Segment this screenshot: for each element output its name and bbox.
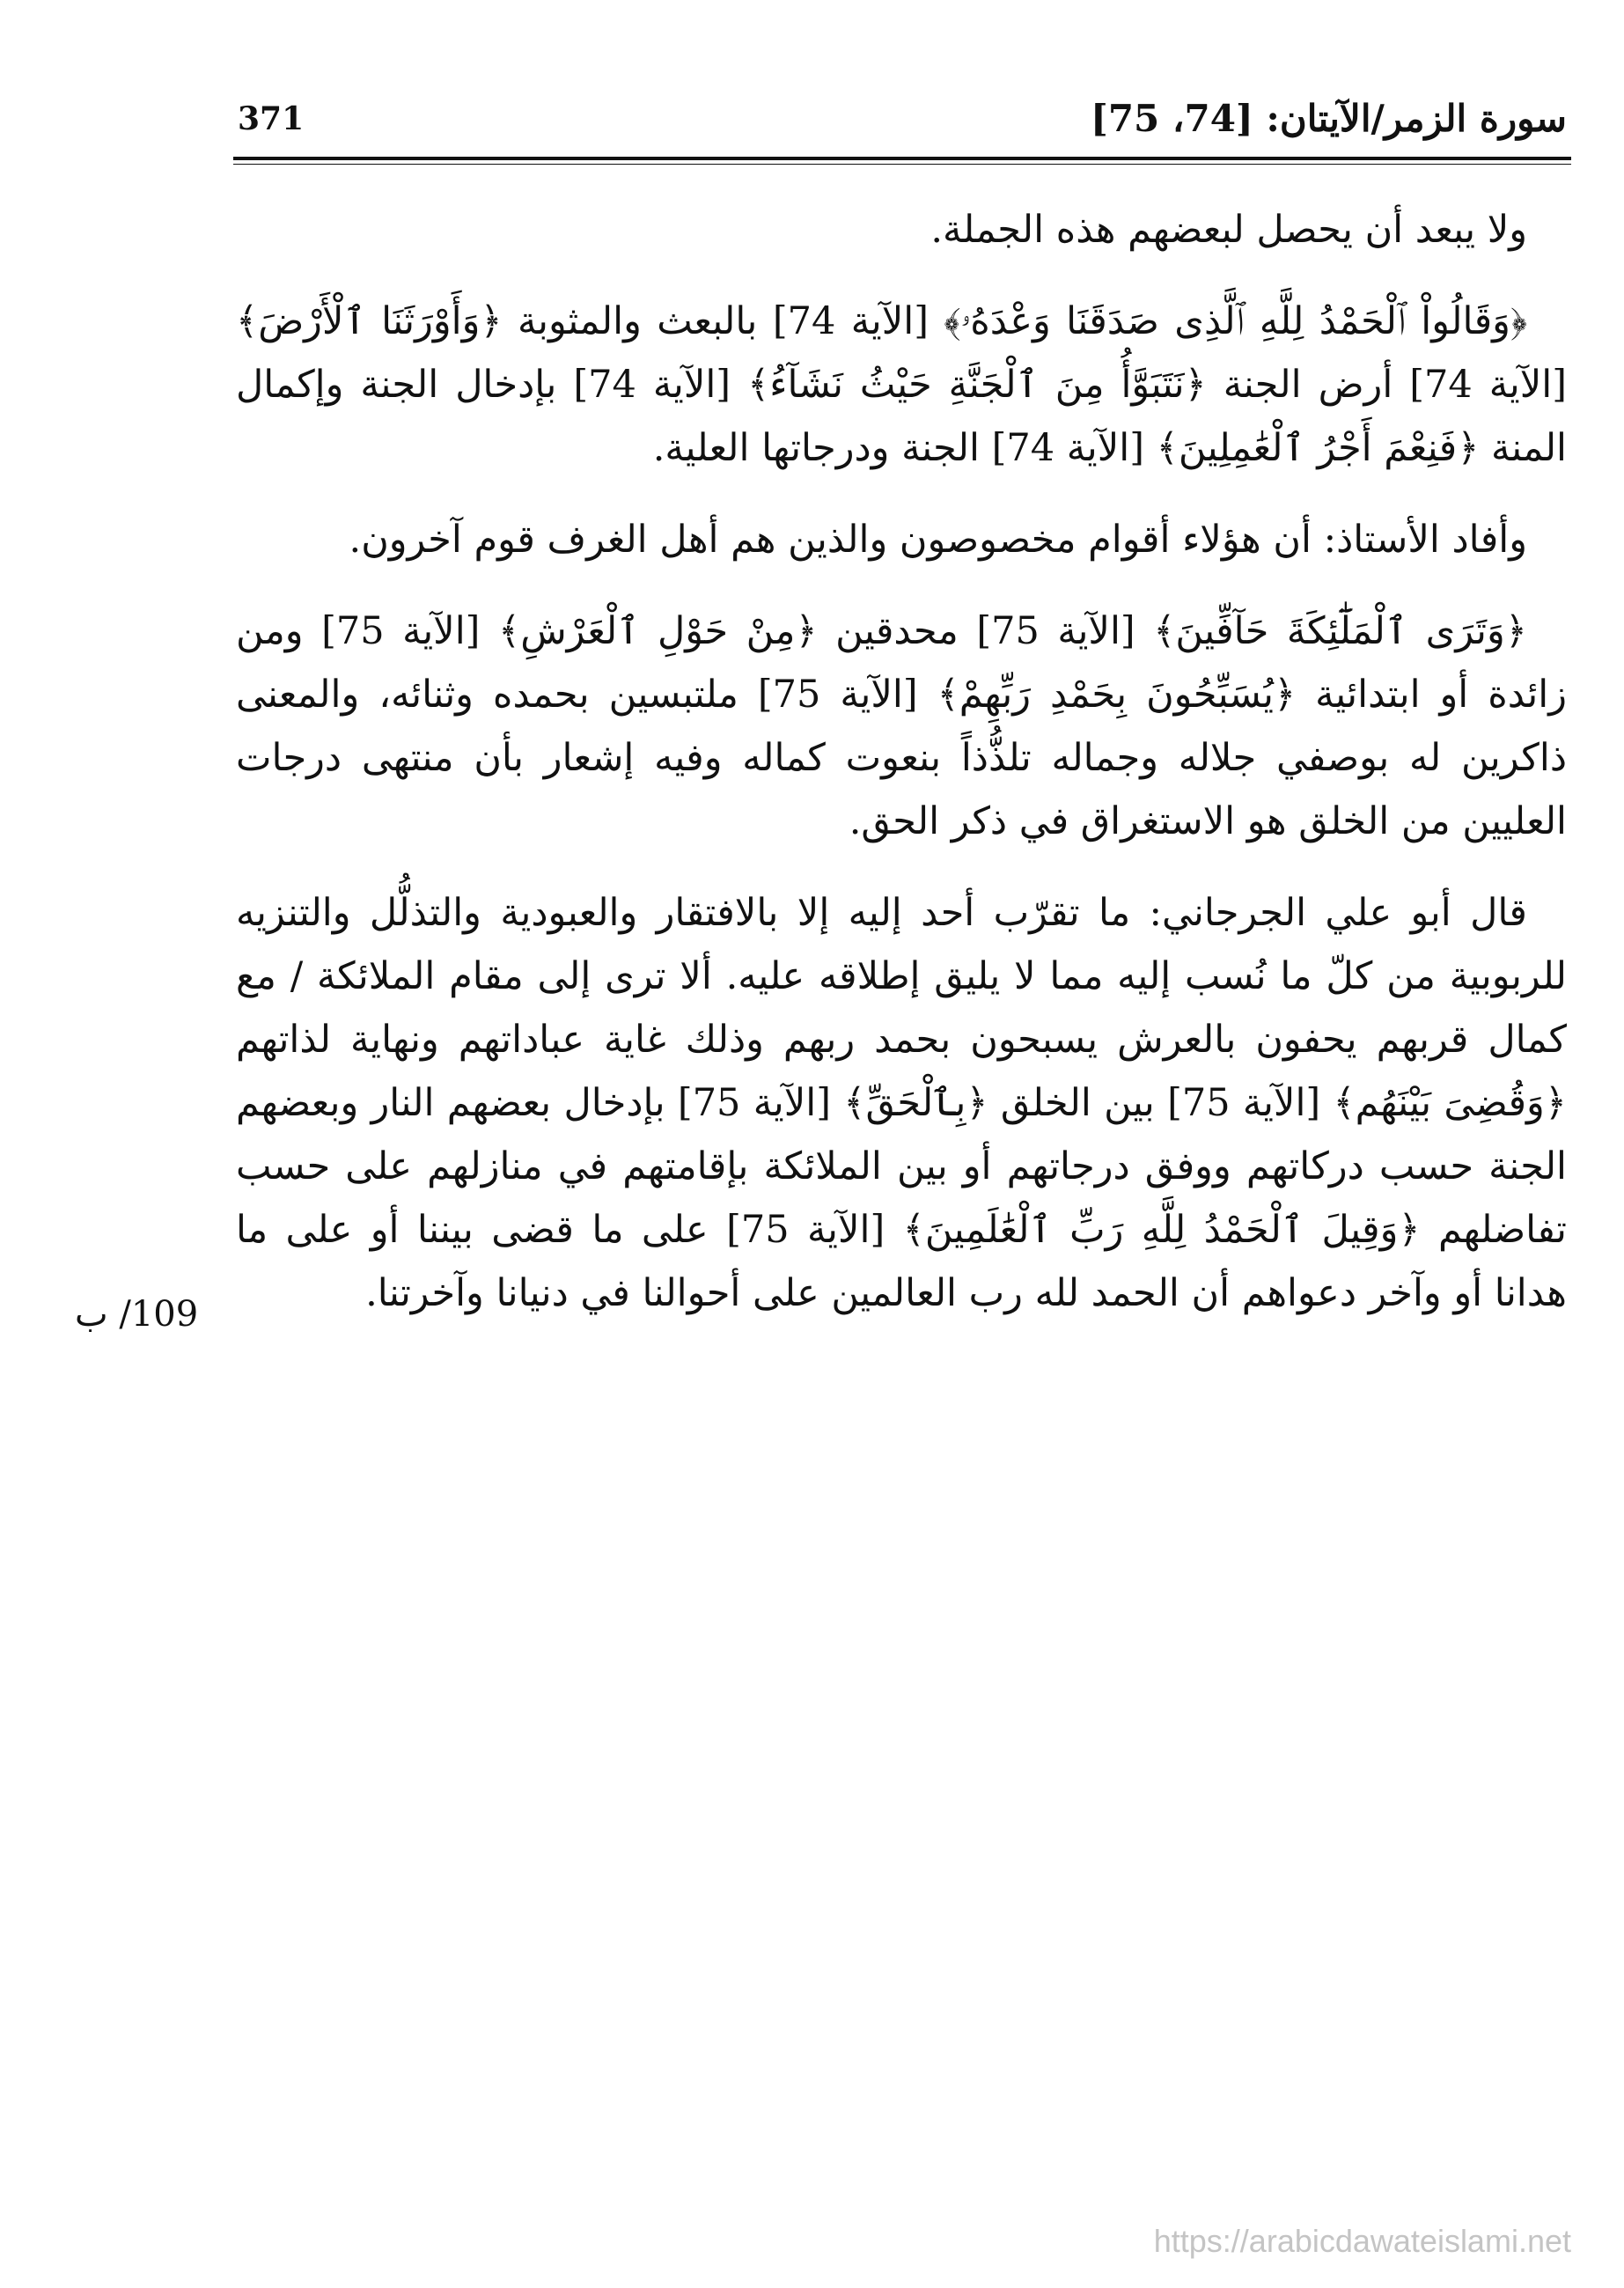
- body-text: [236, 198, 1567, 1353]
- running-title: سورة الزمر/الآيتان: [74، 75]: [1090, 97, 1567, 140]
- paragraph-5: قال أبو علي الجرجاني: ما تقرّب أحد إليه إلا بالافتقار والعبودية والتذلُّل والتنزيه للربوبية من كلّ ما نُسب إليه مما لا يليق إطلاقه عليه. ألا ترى إلى مقام الملائكة / مع كمال قربهم يحفون بالعرش يسبحون بحمد ربهم وذلك غاية عباداتهم ونهاية لذاتهم ﴿وَقُضِىَ بَيْنَهُم﴾ [الآية 75] بين الخلق ﴿بِٱلْحَقِّ﴾ [الآية 75] بإدخال بعضهم النار وبعضهم الجنة حسب دركاتهم ووفق درجاتهم أو بين الملائكة بإقامتهم في منازلهم على حسب تفاضلهم ﴿وَقِيلَ ٱلْحَمْدُ لِلَّهِ رَبِّ ٱلْعَٰلَمِينَ﴾ [الآية 75] على ما قضى بيننا أو على ما هدانا أو وآخر دعواهم أن الحمد لله رب العالمين على أحوالنا في دنيانا وآخرتنا.: [236, 891, 1567, 1315]
- paragraph-4: ﴿وَتَرَى ٱلْمَلَٰٓئِكَةَ حَآفِّينَ﴾ [الآية 75] محدقين ﴿مِنْ حَوْلِ ٱلْعَرْشِ﴾ [الآية 75] ومن زائدة أو ابتدائية ﴿يُسَبِّحُونَ بِحَمْدِ رَبِّهِمْ﴾ [الآية 75] ملتبسين بحمده وثنائه، والمعنى ذاكرين له بوصفي جلاله وجماله تلذُّذاً بنعوت كماله وفيه إشعار بأن منتهى درجات العليين من الخلق هو الاستغراق في ذكر الحق.: [236, 609, 1567, 843]
- manuscript-folio-note: 109/ ب: [75, 1294, 199, 1335]
- paragraph-1: ولا يبعد أن يحصل لبعضهم هذه الجملة.: [930, 208, 1527, 252]
- paragraph-2: ﴿وَقَالُواْ ٱلْحَمْدُ لِلَّهِ ٱلَّذِى صَدَقَنَا وَعْدَهُۥ﴾ [الآية 74] بالبعث والمثوبة ﴿وَأَوْرَثَنَا ٱلْأَرْضَ﴾ [الآية 74] أرض الجنة ﴿نَتَبَوَّأُ مِنَ ٱلْجَنَّةِ حَيْثُ نَشَآءُ﴾ [الآية 74] بإدخال الجنة وإكمال المنة ﴿فَنِعْمَ أَجْرُ ٱلْعَٰمِلِينَ﴾ [الآية 74] الجنة ودرجاتها العلية.: [236, 299, 1568, 470]
- watermark-url: https://arabicdawateislami.net: [1153, 2223, 1571, 2259]
- paragraph-3: وأفاد الأستاذ: أن هؤلاء أقوام مخصوصون والذين هم أهل الغرف قوم آخرون.: [349, 518, 1527, 562]
- header-rule-thick: [233, 157, 1571, 160]
- page-header: [238, 97, 1567, 150]
- page-number: 371: [238, 100, 305, 137]
- header-rule-thin: [233, 164, 1571, 165]
